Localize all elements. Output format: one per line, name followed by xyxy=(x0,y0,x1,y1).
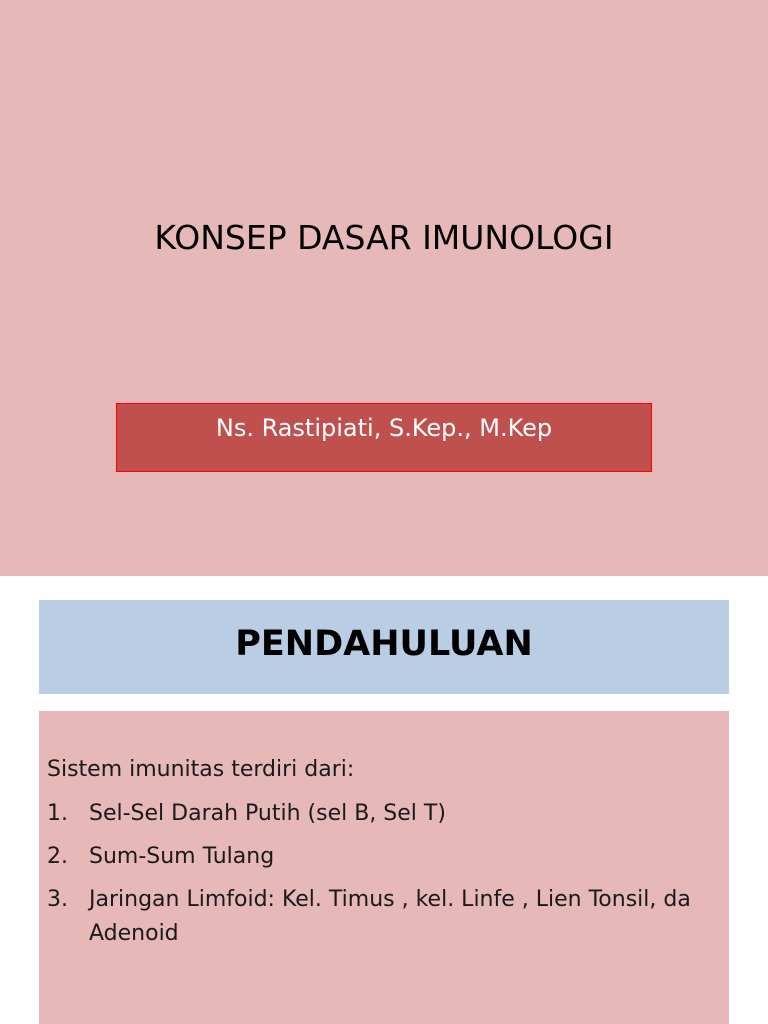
author-name: Ns. Rastipiati, S.Kep., M.Kep xyxy=(215,414,553,442)
slide-title: KONSEP DASAR IMUNOLOGI xyxy=(154,218,614,257)
numbered-list xyxy=(47,797,723,960)
content-panel xyxy=(39,711,729,1024)
section-title: PENDAHULUAN xyxy=(235,624,533,664)
list-number: 3. xyxy=(47,887,68,912)
list-text: Sum-Sum Tulang xyxy=(89,844,275,869)
list-number: 1. xyxy=(47,801,68,826)
list-item xyxy=(47,883,723,951)
list-item xyxy=(47,840,723,874)
intro-text: Sistem imunitas terdiri dari: xyxy=(47,757,355,782)
list-text: Sel-Sel Darah Putih (sel B, Sel T) xyxy=(89,801,446,826)
author-box xyxy=(116,403,652,472)
list-number: 2. xyxy=(47,844,68,869)
section-header xyxy=(39,600,729,694)
list-item xyxy=(47,797,723,831)
list-text: Jaringan Limfoid: Kel. Timus , kel. Linfe , Lien Tonsil, da Adenoid xyxy=(89,887,691,946)
